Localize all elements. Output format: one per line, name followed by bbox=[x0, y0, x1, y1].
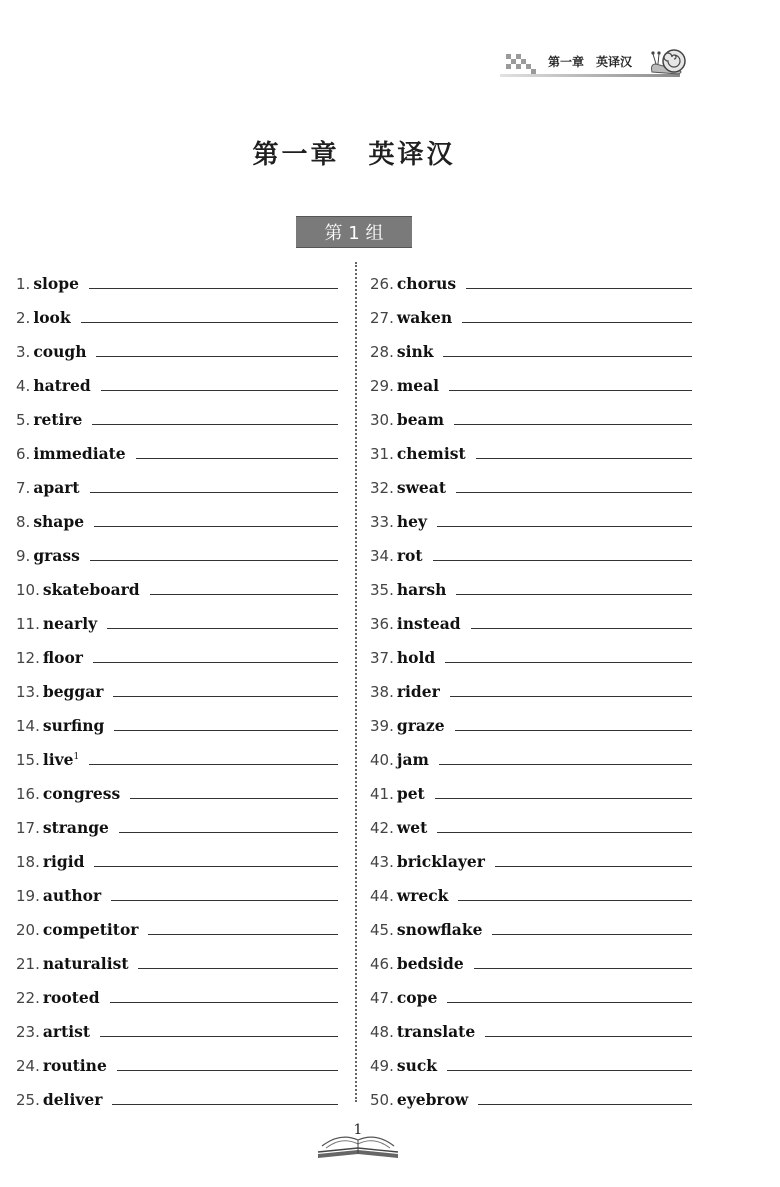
item-number: 16. bbox=[16, 785, 40, 803]
item-number: 11. bbox=[16, 615, 40, 633]
page-number: 1 bbox=[353, 1122, 363, 1138]
vocab-word-text: chemist bbox=[396, 444, 466, 463]
item-number: 40. bbox=[370, 751, 394, 769]
snail-icon bbox=[648, 46, 688, 76]
answer-blank-line[interactable] bbox=[439, 764, 692, 765]
vocab-word bbox=[43, 920, 139, 939]
vocab-item bbox=[16, 1075, 338, 1109]
answer-blank-line[interactable] bbox=[112, 1104, 338, 1105]
vocab-item bbox=[370, 1007, 692, 1041]
running-header bbox=[496, 44, 696, 84]
item-number: 30. bbox=[370, 411, 394, 429]
answer-blank-line[interactable] bbox=[485, 1036, 692, 1037]
vocab-word bbox=[397, 682, 440, 701]
left-column bbox=[16, 259, 338, 1109]
vocab-item bbox=[370, 531, 692, 565]
vocab-word bbox=[43, 716, 105, 735]
vocab-item bbox=[370, 463, 692, 497]
vocab-word-text: cope bbox=[396, 988, 438, 1007]
vocab-word-text: slope bbox=[33, 274, 79, 293]
vocab-word bbox=[43, 886, 101, 905]
vocab-word-text: pet bbox=[396, 784, 425, 803]
answer-blank-line[interactable] bbox=[113, 696, 338, 697]
answer-blank-line[interactable] bbox=[136, 458, 338, 459]
vocab-item bbox=[16, 905, 338, 939]
vocab-word-text: beggar bbox=[42, 682, 104, 701]
vocab-item bbox=[16, 939, 338, 973]
answer-blank-line[interactable] bbox=[492, 934, 692, 935]
item-number: 29. bbox=[370, 377, 394, 395]
answer-blank-line[interactable] bbox=[111, 900, 338, 901]
vocab-word bbox=[43, 614, 97, 633]
answer-blank-line[interactable] bbox=[90, 560, 338, 561]
item-number: 17. bbox=[16, 819, 40, 837]
item-number: 14. bbox=[16, 717, 40, 735]
vocab-word-text: live bbox=[42, 750, 74, 769]
vocab-item bbox=[370, 701, 692, 735]
vocab-word-text: retire bbox=[33, 410, 83, 429]
answer-blank-line[interactable] bbox=[466, 288, 692, 289]
vocab-word-text: instead bbox=[396, 614, 461, 633]
vocab-word bbox=[33, 308, 70, 327]
vocab-word-text: eyebrow bbox=[396, 1090, 469, 1109]
item-number: 47. bbox=[370, 989, 394, 1007]
item-number: 25. bbox=[16, 1091, 40, 1109]
vocab-word-text: bedside bbox=[396, 954, 464, 973]
answer-blank-line[interactable] bbox=[462, 322, 692, 323]
item-number: 50. bbox=[370, 1091, 394, 1109]
chapter-title: 第一章 英译汉 bbox=[252, 140, 456, 170]
answer-blank-line[interactable] bbox=[495, 866, 692, 867]
vocab-word bbox=[43, 648, 83, 667]
item-number: 1. bbox=[16, 275, 31, 293]
vocab-word bbox=[43, 580, 140, 599]
vocab-word bbox=[43, 784, 120, 803]
answer-blank-line[interactable] bbox=[100, 1036, 338, 1037]
item-number: 26. bbox=[370, 275, 394, 293]
answer-blank-line[interactable] bbox=[458, 900, 692, 901]
vocab-item bbox=[370, 973, 692, 1007]
vocab-word bbox=[397, 1056, 437, 1075]
answer-blank-line[interactable] bbox=[96, 356, 338, 357]
item-number: 44. bbox=[370, 887, 394, 905]
item-number: 34. bbox=[370, 547, 394, 565]
vocab-item bbox=[16, 1041, 338, 1075]
answer-blank-line[interactable] bbox=[474, 968, 692, 969]
answer-blank-line[interactable] bbox=[445, 662, 692, 663]
vocab-word bbox=[397, 920, 483, 939]
item-number: 32. bbox=[370, 479, 394, 497]
vocab-word bbox=[397, 886, 449, 905]
item-number: 9. bbox=[16, 547, 31, 565]
vocab-item bbox=[370, 905, 692, 939]
vocab-word-text: rot bbox=[396, 546, 423, 565]
item-number: 28. bbox=[370, 343, 394, 361]
item-number: 49. bbox=[370, 1057, 394, 1075]
vocab-item bbox=[370, 667, 692, 701]
vocab-word-text: bricklayer bbox=[396, 852, 485, 871]
vocab-item bbox=[16, 769, 338, 803]
vocab-word bbox=[397, 376, 439, 395]
vocab-word-text: wreck bbox=[396, 886, 449, 905]
answer-blank-line[interactable] bbox=[119, 832, 338, 833]
answer-blank-line[interactable] bbox=[81, 322, 338, 323]
vocab-word-text: rider bbox=[396, 682, 440, 701]
item-number: 41. bbox=[370, 785, 394, 803]
vocab-word-text: skateboard bbox=[42, 580, 140, 599]
item-number: 8. bbox=[16, 513, 31, 531]
vocab-word-text: strange bbox=[42, 818, 109, 837]
vocab-item bbox=[370, 599, 692, 633]
column-divider bbox=[355, 262, 357, 1102]
answer-blank-line[interactable] bbox=[150, 594, 338, 595]
running-header-title: 第一章 英译汉 bbox=[548, 55, 633, 69]
vocab-word bbox=[397, 444, 466, 463]
vocab-word-text: rigid bbox=[42, 852, 85, 871]
vocab-item bbox=[16, 463, 338, 497]
vocab-item bbox=[16, 701, 338, 735]
vocab-word-text: beam bbox=[396, 410, 445, 429]
answer-blank-line[interactable] bbox=[456, 492, 692, 493]
item-number: 48. bbox=[370, 1023, 394, 1041]
vocab-word-text: wet bbox=[396, 818, 428, 837]
vocab-word bbox=[43, 1056, 107, 1075]
vocab-item bbox=[370, 1041, 692, 1075]
vocab-word bbox=[397, 988, 437, 1007]
vocab-word-text: suck bbox=[396, 1056, 438, 1075]
vocab-word bbox=[397, 784, 425, 803]
vocab-item bbox=[370, 633, 692, 667]
vocab-word-text: sink bbox=[396, 342, 434, 361]
answer-blank-line[interactable] bbox=[447, 1070, 692, 1071]
vocab-word bbox=[397, 478, 446, 497]
vocab-item bbox=[370, 1075, 692, 1109]
item-number: 37. bbox=[370, 649, 394, 667]
vocab-word bbox=[43, 750, 79, 769]
vocab-word bbox=[397, 614, 461, 633]
vocab-word bbox=[397, 1022, 475, 1041]
answer-blank-line[interactable] bbox=[130, 798, 338, 799]
vocab-word-text: meal bbox=[396, 376, 440, 395]
vocab-word-text: shape bbox=[33, 512, 85, 531]
item-number: 19. bbox=[16, 887, 40, 905]
vocab-word bbox=[43, 1022, 90, 1041]
answer-blank-line[interactable] bbox=[107, 628, 338, 629]
vocab-word-text: apart bbox=[33, 478, 80, 497]
vocab-item bbox=[16, 803, 338, 837]
vocab-item bbox=[370, 497, 692, 531]
item-number: 36. bbox=[370, 615, 394, 633]
vocab-word bbox=[43, 954, 129, 973]
vocab-word-text: hey bbox=[396, 512, 427, 531]
vocab-word-text: routine bbox=[42, 1056, 107, 1075]
vocab-word-text: hold bbox=[396, 648, 436, 667]
page-footer bbox=[316, 1118, 400, 1162]
vocab-item bbox=[16, 293, 338, 327]
vocab-item bbox=[370, 769, 692, 803]
answer-blank-line[interactable] bbox=[443, 356, 692, 357]
vocab-word bbox=[33, 376, 90, 395]
vocab-word bbox=[397, 716, 445, 735]
item-number: 2. bbox=[16, 309, 31, 327]
answer-blank-line[interactable] bbox=[449, 390, 692, 391]
answer-blank-line[interactable] bbox=[476, 458, 692, 459]
vocab-item bbox=[370, 565, 692, 599]
item-number: 13. bbox=[16, 683, 40, 701]
vocab-word bbox=[33, 274, 79, 293]
item-number: 5. bbox=[16, 411, 31, 429]
answer-blank-line[interactable] bbox=[94, 526, 338, 527]
vocab-item bbox=[16, 395, 338, 429]
vocab-word bbox=[33, 546, 80, 565]
answer-blank-line[interactable] bbox=[89, 764, 338, 765]
answer-blank-line[interactable] bbox=[450, 696, 692, 697]
vocab-word bbox=[397, 274, 456, 293]
item-number: 46. bbox=[370, 955, 394, 973]
item-number: 31. bbox=[370, 445, 394, 463]
vocab-word-text: translate bbox=[396, 1022, 476, 1041]
vocab-item bbox=[370, 871, 692, 905]
vocab-word bbox=[33, 478, 79, 497]
item-number: 6. bbox=[16, 445, 31, 463]
vocab-item bbox=[16, 735, 338, 769]
vocab-item bbox=[16, 599, 338, 633]
vocab-word bbox=[33, 410, 82, 429]
item-number: 43. bbox=[370, 853, 394, 871]
vocab-word-text: artist bbox=[42, 1022, 91, 1041]
vocab-word-text: waken bbox=[396, 308, 453, 327]
item-number: 22. bbox=[16, 989, 40, 1007]
vocab-word bbox=[397, 818, 427, 837]
item-number: 7. bbox=[16, 479, 31, 497]
vocab-item bbox=[16, 973, 338, 1007]
vocab-word-text: sweat bbox=[396, 478, 446, 497]
vocab-word bbox=[43, 852, 85, 871]
vocab-word-text: competitor bbox=[42, 920, 139, 939]
word-superscript: 1 bbox=[73, 751, 80, 762]
answer-blank-line[interactable] bbox=[471, 628, 692, 629]
vocab-word-text: immediate bbox=[33, 444, 126, 463]
answer-blank-line[interactable] bbox=[455, 730, 692, 731]
vocab-item bbox=[16, 327, 338, 361]
answer-blank-line[interactable] bbox=[117, 1070, 338, 1071]
item-number: 3. bbox=[16, 343, 31, 361]
vocab-word bbox=[397, 648, 435, 667]
answer-blank-line[interactable] bbox=[94, 866, 338, 867]
vocab-word bbox=[397, 410, 444, 429]
vocab-word-text: cough bbox=[33, 342, 87, 361]
vocab-word-text: jam bbox=[396, 750, 429, 769]
vocab-word bbox=[397, 308, 452, 327]
answer-blank-line[interactable] bbox=[92, 424, 338, 425]
vocab-item bbox=[370, 837, 692, 871]
vocab-item bbox=[16, 871, 338, 905]
vocab-word-text: rooted bbox=[42, 988, 100, 1007]
item-number: 20. bbox=[16, 921, 40, 939]
vocab-word-text: snowflake bbox=[396, 920, 483, 939]
vocab-word bbox=[33, 512, 84, 531]
vocab-word-text: graze bbox=[396, 716, 445, 735]
vocab-item bbox=[370, 939, 692, 973]
item-number: 18. bbox=[16, 853, 40, 871]
vocab-word-text: deliver bbox=[42, 1090, 103, 1109]
vocab-word bbox=[43, 818, 109, 837]
vocab-word-text: look bbox=[33, 308, 71, 327]
answer-blank-line[interactable] bbox=[89, 288, 338, 289]
item-number: 35. bbox=[370, 581, 394, 599]
vocab-item bbox=[16, 497, 338, 531]
answer-blank-line[interactable] bbox=[101, 390, 338, 391]
vocab-item bbox=[16, 837, 338, 871]
vocab-item bbox=[16, 361, 338, 395]
answer-blank-line[interactable] bbox=[138, 968, 338, 969]
vocab-word bbox=[397, 954, 464, 973]
answer-blank-line[interactable] bbox=[478, 1104, 692, 1105]
answer-blank-line[interactable] bbox=[90, 492, 338, 493]
vocab-word bbox=[397, 512, 427, 531]
answer-blank-line[interactable] bbox=[148, 934, 338, 935]
vocab-word bbox=[397, 546, 423, 565]
right-column bbox=[370, 259, 692, 1109]
item-number: 4. bbox=[16, 377, 31, 395]
item-number: 12. bbox=[16, 649, 40, 667]
vocab-word bbox=[397, 342, 434, 361]
vocab-word bbox=[43, 988, 100, 1007]
item-number: 15. bbox=[16, 751, 40, 769]
vocab-word bbox=[33, 342, 86, 361]
item-number: 33. bbox=[370, 513, 394, 531]
vocab-item bbox=[370, 803, 692, 837]
answer-blank-line[interactable] bbox=[93, 662, 338, 663]
vocab-item bbox=[16, 429, 338, 463]
vocab-item bbox=[370, 395, 692, 429]
item-number: 10. bbox=[16, 581, 40, 599]
vocab-item bbox=[370, 361, 692, 395]
item-number: 45. bbox=[370, 921, 394, 939]
item-number: 27. bbox=[370, 309, 394, 327]
answer-blank-line[interactable] bbox=[433, 560, 692, 561]
vocab-item bbox=[16, 1007, 338, 1041]
vocab-item bbox=[16, 667, 338, 701]
vocab-item bbox=[370, 293, 692, 327]
vocab-item bbox=[16, 531, 338, 565]
vocab-word-text: naturalist bbox=[42, 954, 129, 973]
item-number: 39. bbox=[370, 717, 394, 735]
item-number: 21. bbox=[16, 955, 40, 973]
answer-blank-line[interactable] bbox=[437, 526, 692, 527]
vocab-item bbox=[370, 429, 692, 463]
group-badge: 第 1 组 bbox=[296, 216, 412, 248]
vocab-word bbox=[397, 1090, 468, 1109]
vocab-item bbox=[16, 565, 338, 599]
vocab-word-text: floor bbox=[42, 648, 83, 667]
vocab-item bbox=[16, 633, 338, 667]
vocab-word-text: grass bbox=[33, 546, 80, 565]
vocab-word-text: congress bbox=[42, 784, 121, 803]
vocab-word-text: harsh bbox=[396, 580, 447, 599]
answer-blank-line[interactable] bbox=[110, 1002, 338, 1003]
vocab-word bbox=[43, 682, 104, 701]
vocab-word-text: hatred bbox=[33, 376, 91, 395]
vocab-item bbox=[370, 259, 692, 293]
item-number: 23. bbox=[16, 1023, 40, 1041]
answer-blank-line[interactable] bbox=[456, 594, 692, 595]
vocab-word-text: nearly bbox=[42, 614, 98, 633]
vocab-word bbox=[397, 750, 429, 769]
vocab-word bbox=[397, 852, 485, 871]
vocab-word bbox=[397, 580, 446, 599]
answer-blank-line[interactable] bbox=[454, 424, 692, 425]
answer-blank-line[interactable] bbox=[447, 1002, 692, 1003]
vocab-word bbox=[43, 1090, 103, 1109]
vocab-item bbox=[370, 327, 692, 361]
vocab-word-text: author bbox=[42, 886, 102, 905]
answer-blank-line[interactable] bbox=[435, 798, 692, 799]
vocab-word bbox=[33, 444, 125, 463]
item-number: 24. bbox=[16, 1057, 40, 1075]
vocab-item bbox=[370, 735, 692, 769]
answer-blank-line[interactable] bbox=[437, 832, 692, 833]
vocab-word-text: surfing bbox=[42, 716, 105, 735]
vocab-item bbox=[16, 259, 338, 293]
vocab-word-text: chorus bbox=[396, 274, 457, 293]
answer-blank-line[interactable] bbox=[114, 730, 338, 731]
item-number: 42. bbox=[370, 819, 394, 837]
item-number: 38. bbox=[370, 683, 394, 701]
